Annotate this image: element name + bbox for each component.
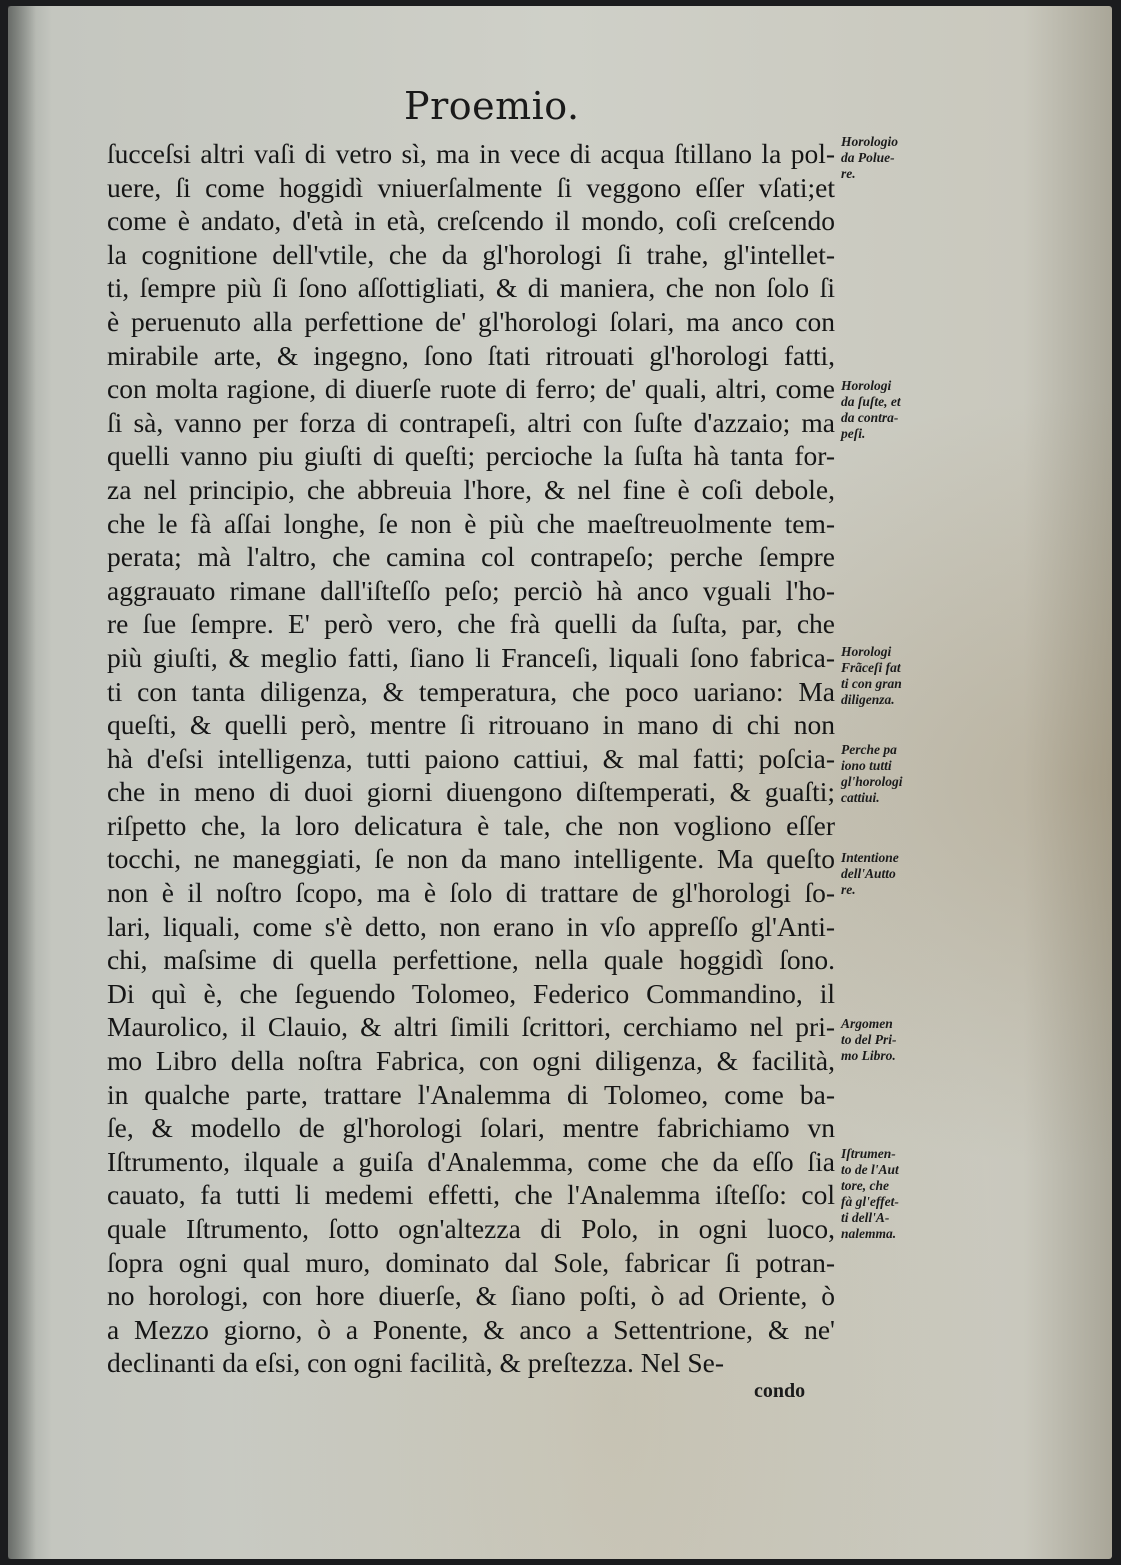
text-line: a Mezzo giorno, ò a Ponente, & anco a Settentrione, & ne' (107, 1313, 835, 1345)
margin-note (841, 1016, 933, 1064)
margin-note-line: iono tutti (841, 758, 892, 773)
text-line: ti, ſempre più ſi ſono aſſottigliati, & di maniera, che non ſolo ſi (107, 272, 835, 304)
margin-note-line: gl'horologi (841, 774, 903, 789)
margin-note-line: re. (841, 166, 856, 181)
text-line: riſpetto che, la loro delicatura è tale, che non vogliono eſſer (107, 809, 835, 841)
margin-note-line: da Polue- (841, 150, 895, 165)
margin-note (841, 1146, 933, 1242)
text-line: Di quì è, che ſeguendo Tolomeo, Federico Commandino, il (107, 977, 835, 1009)
margin-note (841, 644, 933, 708)
margin-note-line: diligenza. (841, 692, 895, 707)
margin-note-line: Horologio (841, 134, 899, 149)
margin-note (841, 742, 933, 806)
margin-note-line: da ſuſte, et (841, 394, 901, 409)
text-line: ſe, & modello de gl'horologi ſolari, mentre fabrichiamo vn (107, 1112, 835, 1144)
text-line: con molta ragione, di diuerſe ruote di ferro; de' quali, altri, come (107, 373, 835, 405)
catchword: condo (754, 1380, 806, 1402)
text-line: quelli vanno piu giuſti di queſti; percioche la ſuſta hà tanta for- (107, 440, 835, 472)
margin-note-line: Horologi (841, 378, 892, 393)
text-line: queſti, & quelli però, mentre ſi ritrouano in mano di chi non (107, 709, 835, 741)
text-line: re ſue ſempre. E' però vero, che frà quelli da ſuſta, par, che (107, 608, 835, 640)
text-line: che in meno di duoi giorni diuengono diſtemperati, & guaſti; (107, 776, 835, 808)
text-line: no horologi, con hore diuerſe, & ſiano poſti, ò ad Oriente, ò (107, 1280, 835, 1312)
margin-note-line: nalemma. (841, 1226, 897, 1241)
margin-note-line: to del Pri- (841, 1032, 897, 1047)
margin-note-line: to de l'Aut (841, 1162, 899, 1177)
text-line: in qualche parte, trattare l'Analemma di Tolomeo, come ba- (107, 1078, 835, 1110)
text-line: hà d'eſsi intelligenza, tutti paiono cattiui, & mal fatti; poſcia- (107, 742, 835, 774)
text-line: lari, liquali, come s'è detto, non erano in vſo appreſſo gl'Anti- (107, 910, 835, 942)
text-line: chi, maſsime di quella perfettione, nella quale hoggidì ſono. (107, 944, 835, 976)
text-line: ſopra ogni qual muro, dominato dal Sole, fabricar ſi potran- (107, 1246, 835, 1278)
margin-note-line: Frãceſi fat (841, 660, 901, 675)
margin-note-line: Iſtrumen- (841, 1146, 896, 1161)
text-line: che le fà aſſai longhe, ſe non è più che maeſtreuolmente tem- (107, 507, 835, 539)
text-line: non è il noſtro ſcopo, ma è ſolo di trattare de gl'horologi ſo- (107, 877, 835, 909)
margin-note-line: ti con gran (841, 676, 902, 691)
text-line: mirabile arte, & ingegno, ſono ſtati ritrouati gl'horologi fatti, (107, 339, 835, 371)
text-line: ti con tanta diligenza, & temperatura, che poco uariano: Ma (107, 675, 835, 707)
text-line: za nel principio, che abbreuia l'hore, & nel fine è coſi debole, (107, 473, 835, 505)
text-line: più giuſti, & meglio fatti, ſiano li Franceſi, liquali ſono fabrica- (107, 641, 835, 673)
margin-note-line: peſi. (841, 426, 866, 441)
text-line: declinanti da eſsi, con ogni facilità, & preſtezza. Nel Se- (107, 1347, 724, 1379)
text-line: perata; mà l'altro, che camina col contrapeſo; perche ſempre (107, 541, 835, 573)
text-line: tocchi, ne maneggiati, ſe non da mano intelligente. Ma queſto (107, 843, 835, 875)
margin-note-line: dell'Autto (841, 866, 896, 881)
body-text (107, 137, 835, 1380)
text-line: la cognitione dell'vtile, che da gl'horologi ſi trahe, gl'intellet- (107, 238, 835, 270)
text-line: uere, ſi come hoggidì vniuerſalmente ſi veggono eſſer vſati;et (107, 171, 835, 203)
page-gutter-shadow (8, 6, 36, 1559)
text-line: è peruenuto alla perfettione de' gl'horologi ſolari, ma anco con (107, 305, 835, 337)
margin-note (841, 134, 933, 182)
book-page (8, 6, 1112, 1559)
text-line: quale Iſtrumento, ſotto ogn'altezza di Polo, in ogni luoco, (107, 1213, 835, 1244)
margin-note-line: Intentione (841, 850, 899, 865)
text-line: come è andato, d'età in età, creſcendo il mondo, coſi creſcendo (107, 205, 835, 237)
text-line: mo Libro della noſtra Fabrica, con ogni diligenza, & facilità, (107, 1045, 835, 1077)
margin-note (841, 850, 933, 898)
text-line: cauato, fa tutti li medemi effetti, che l'Analemma iſteſſo: col (107, 1179, 835, 1211)
margin-note-line: Perche pa (841, 742, 897, 757)
margin-note-line: Argomen (841, 1016, 893, 1031)
text-line: ſucceſsi altri vaſi di vetro sì, ma in vece di acqua ſtillano la pol- (107, 138, 835, 169)
text-line: aggrauato rimane dall'iſteſſo peſo; perciò hà anco vguali l'ho- (107, 574, 835, 606)
margin-note-line: fà gl'effet- (841, 1194, 899, 1209)
margin-note-line: Horologi (841, 644, 892, 659)
text-line: Maurolico, il Clauio, & altri ſimili ſcrittori, cerchiamo nel pri- (107, 1011, 835, 1043)
margin-note (841, 378, 933, 442)
text-line: ſi sà, vanno per forza di contrapeſi, altri con ſuſte d'azzaio; ma (107, 406, 835, 438)
margin-note-line: mo Libro. (841, 1048, 896, 1063)
text-line: Iſtrumento, ilquale a guiſa d'Analemma, come che da eſſo ſia (107, 1145, 835, 1177)
margin-note-line: cattiui. (841, 790, 880, 805)
margin-note-line: tore, che (841, 1178, 889, 1193)
margin-note-line: ti dell'A- (841, 1210, 890, 1225)
margin-note-line: re. (841, 882, 856, 897)
page-title: Proemio. (404, 84, 580, 128)
margin-note-line: da contra- (841, 410, 899, 425)
